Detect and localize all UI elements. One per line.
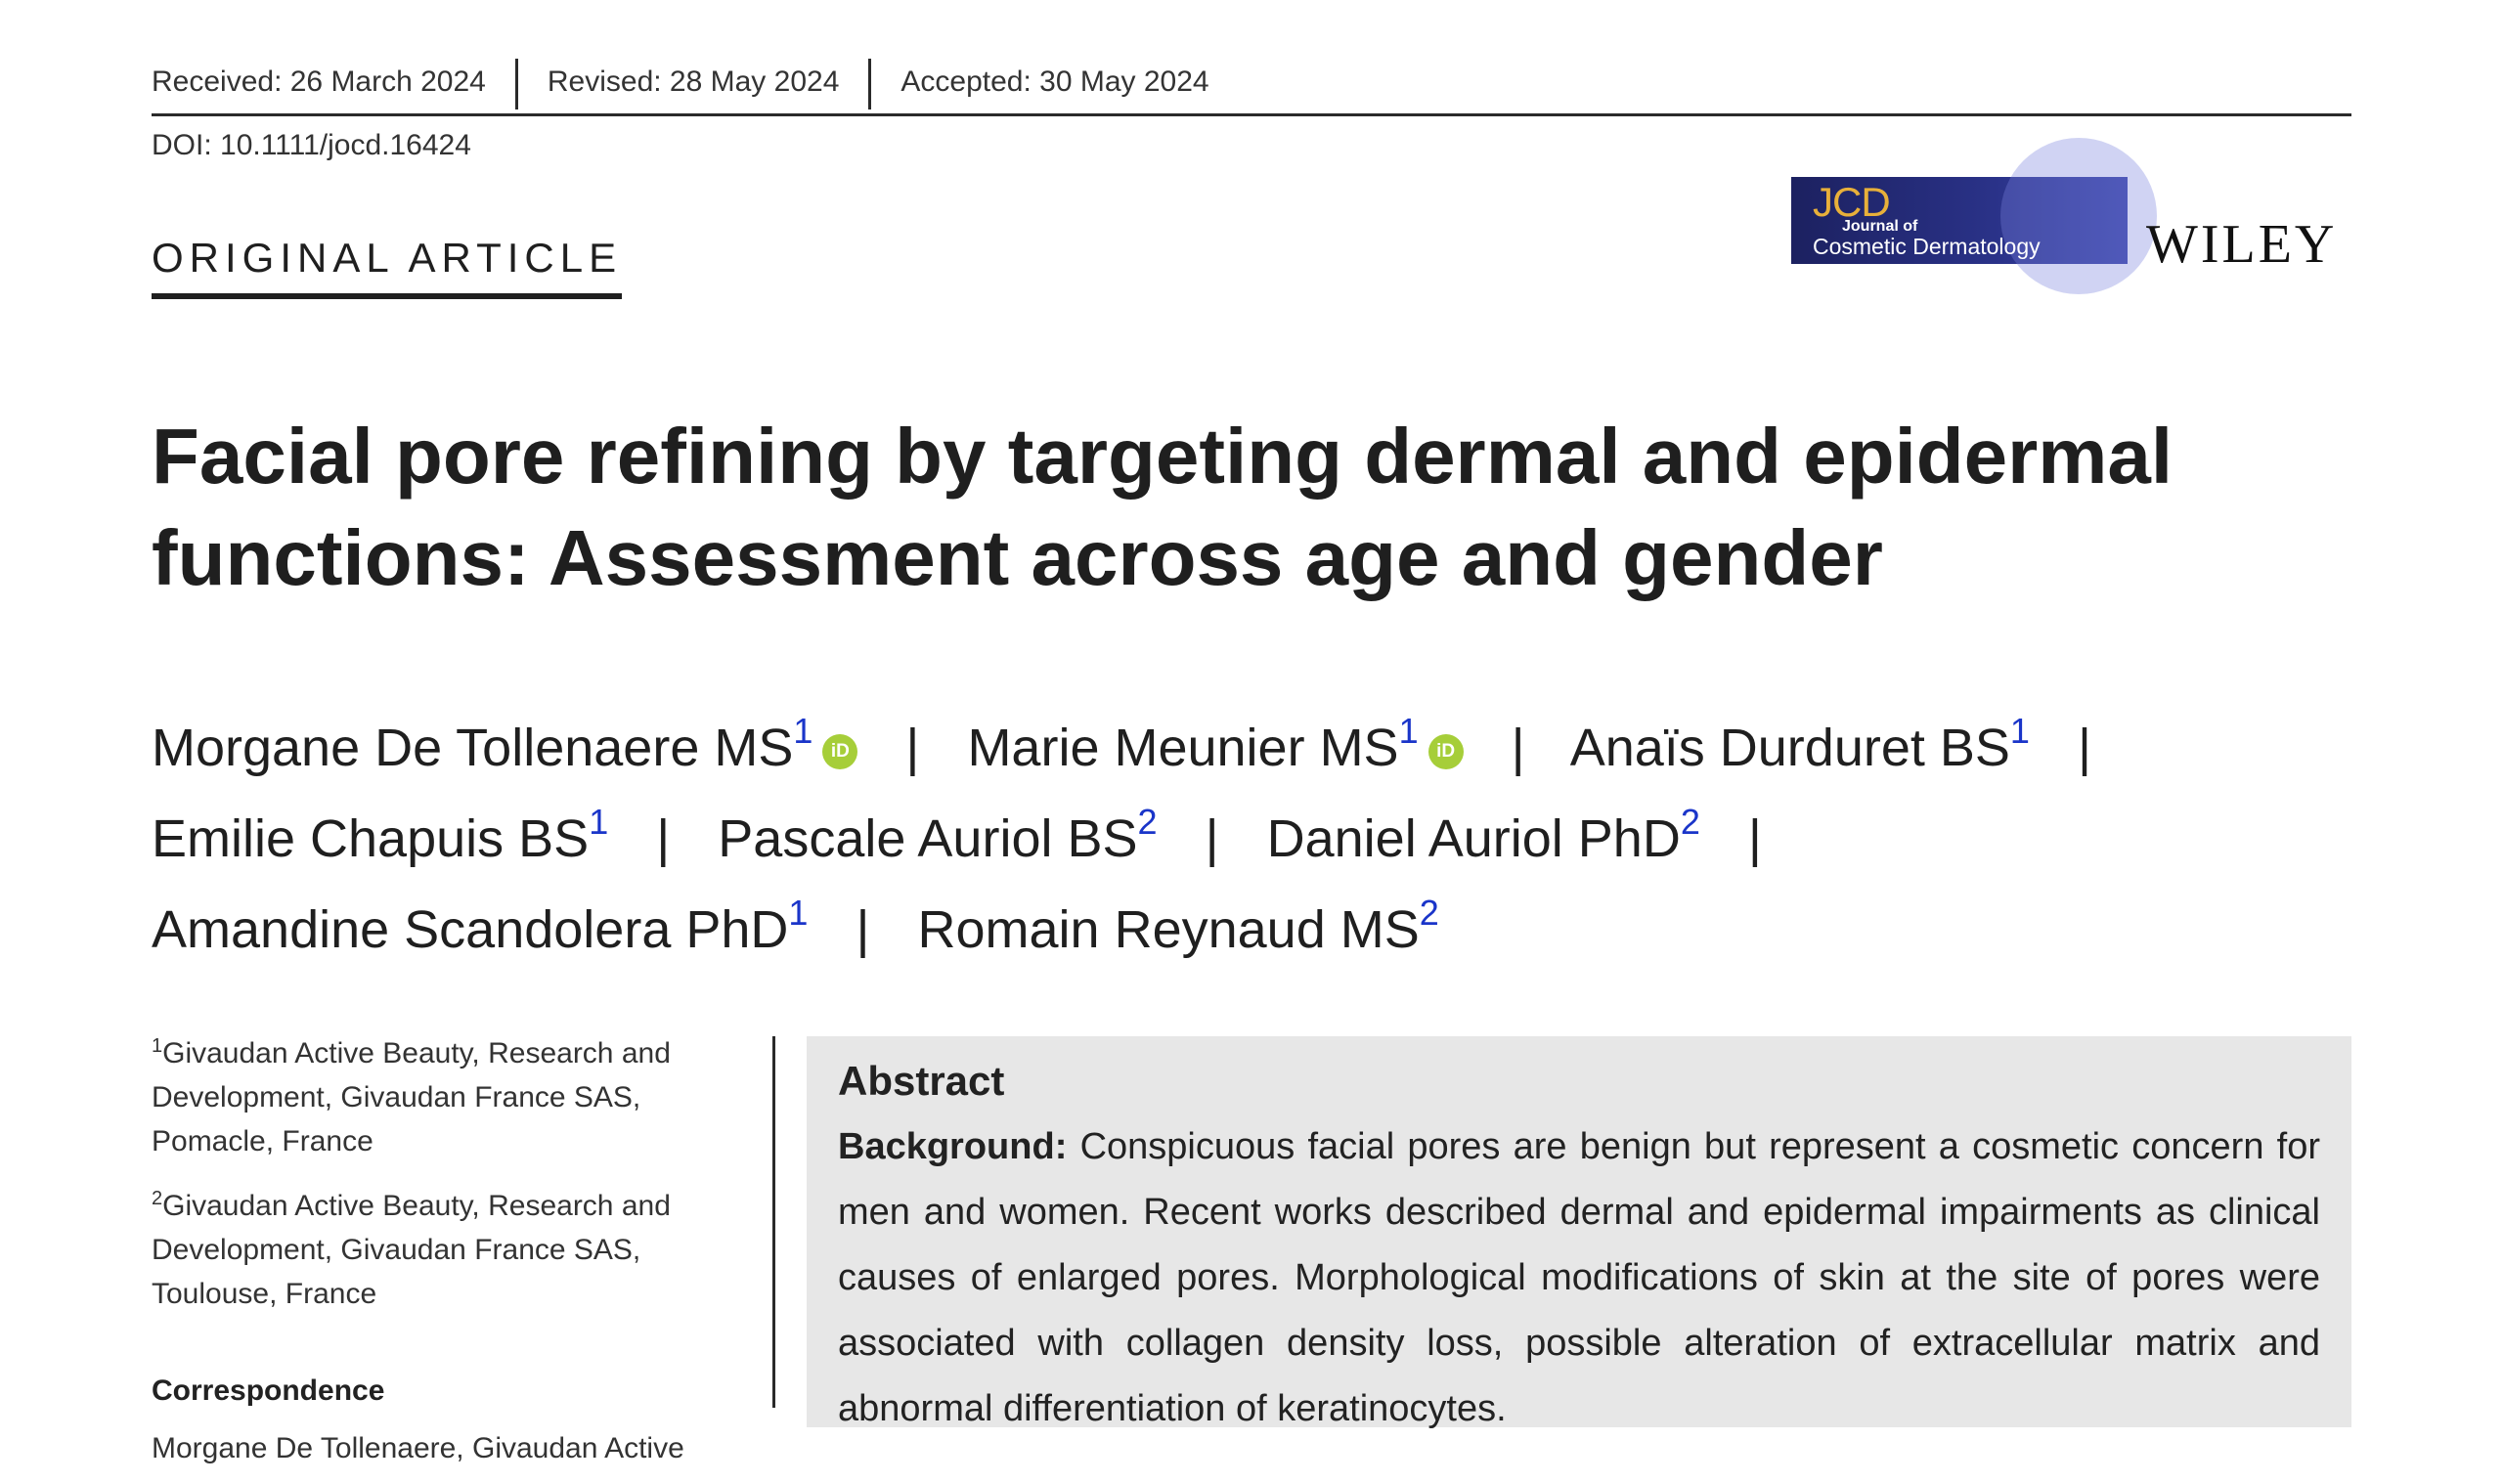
received-date: Received: 26 March 2024 <box>152 65 486 98</box>
author-separator: | <box>1205 809 1219 868</box>
affiliations-column <box>152 1025 748 1484</box>
title-line-2: functions: Assessment across age and gender <box>152 514 1883 601</box>
affiliation-ref[interactable]: 1 <box>1398 711 1419 751</box>
author-separator: | <box>656 809 671 868</box>
abstract-background <box>838 1114 2320 1442</box>
author-name[interactable]: Morgane De Tollenaere $MS^1$ <box>152 711 813 777</box>
author-separator: | <box>1747 809 1762 868</box>
author-name[interactable]: Marie Meunier $MS^1$ <box>967 711 1419 777</box>
logo-swirl <box>2000 138 2157 294</box>
author-separator: | <box>2077 719 2091 777</box>
doi[interactable]: DOI: 10.1111/jocd.16424 <box>152 129 471 161</box>
affiliation-ref[interactable]: 1 <box>2009 711 2030 751</box>
author-name[interactable]: Daniel Auriol PhD$^2$ <box>1266 802 1700 868</box>
orcid-icon[interactable]: iD <box>1428 734 1464 769</box>
publisher-logo[interactable]: WILEY <box>2146 214 2338 275</box>
author-line-2 <box>152 787 2351 878</box>
author-name[interactable]: Romain Reynaud $MS^2$ <box>917 893 1439 959</box>
affiliation-1: $^1$Givaudan Active Beauty, Research and Development, Givaudan France SAS, Pomacle, France <box>152 1035 671 1157</box>
affiliation-ref[interactable]: 2 <box>1137 802 1158 842</box>
orcid-icon[interactable]: iD <box>822 734 857 769</box>
article-type: ORIGINAL ARTICLE <box>152 235 622 299</box>
abstract-heading: Abstract <box>838 1058 1005 1104</box>
journal-logo[interactable] <box>1791 177 2128 264</box>
correspondence-heading: Correspondence <box>152 1375 385 1407</box>
article-title <box>152 406 2254 609</box>
affiliation-ref[interactable]: 1 <box>589 802 609 842</box>
author-separator: | <box>856 900 870 959</box>
author-line-1 <box>152 696 2351 787</box>
affiliation-ref[interactable]: 2 <box>1680 802 1700 842</box>
author-name[interactable]: Pascale Auriol $BS^2$ <box>718 802 1158 868</box>
background-text: Conspicuous facial pores are benign but represent a cosmetic concern for men and women. Recent works described dermal and epidermal impairments as clinical causes of enlarged pores. Morphological modifications of skin at the site of pores were associated with collagen density loss, possible alteration of extracellular matrix and abnormal differentiation of keratinocytes. <box>838 1126 2320 1429</box>
author-name[interactable]: Emilie Chapuis $BS^1$ <box>152 802 609 868</box>
background-label: Background: <box>838 1126 1068 1167</box>
affiliation-ref[interactable]: 1 <box>788 893 809 933</box>
affiliation-ref[interactable]: 2 <box>1419 893 1439 933</box>
correspondence-text: Morgane De Tollenaere, Givaudan Active <box>152 1432 684 1464</box>
publication-dates <box>152 59 2351 116</box>
author-separator: | <box>905 719 920 777</box>
author-name[interactable]: Anaïs Durduret $BS^1$ <box>1569 711 2030 777</box>
affiliation-2: $^2$Givaudan Active Beauty, Research and Development, Givaudan France SAS, Toulouse, France <box>152 1188 671 1310</box>
journal-name-line1: Journal of <box>1842 218 1918 235</box>
author-separator: | <box>1511 719 1525 777</box>
column-divider <box>772 1036 775 1408</box>
accepted-date: Accepted: 30 May 2024 <box>868 59 1238 109</box>
affiliation-ref[interactable]: 1 <box>793 711 813 751</box>
author-name[interactable]: Amandine Scandolera PhD$^1$ <box>152 893 809 959</box>
journal-abbrev: JCD <box>1813 179 1890 225</box>
author-line-3 <box>152 878 2351 969</box>
author-list <box>152 696 2351 969</box>
revised-date: Revised: 28 May 2024 <box>515 59 869 109</box>
title-line-1: Facial pore refining by targeting dermal and epidermal <box>152 413 2174 500</box>
journal-name-line2: Cosmetic Dermatology <box>1813 234 2041 259</box>
abstract-box <box>807 1036 2351 1427</box>
